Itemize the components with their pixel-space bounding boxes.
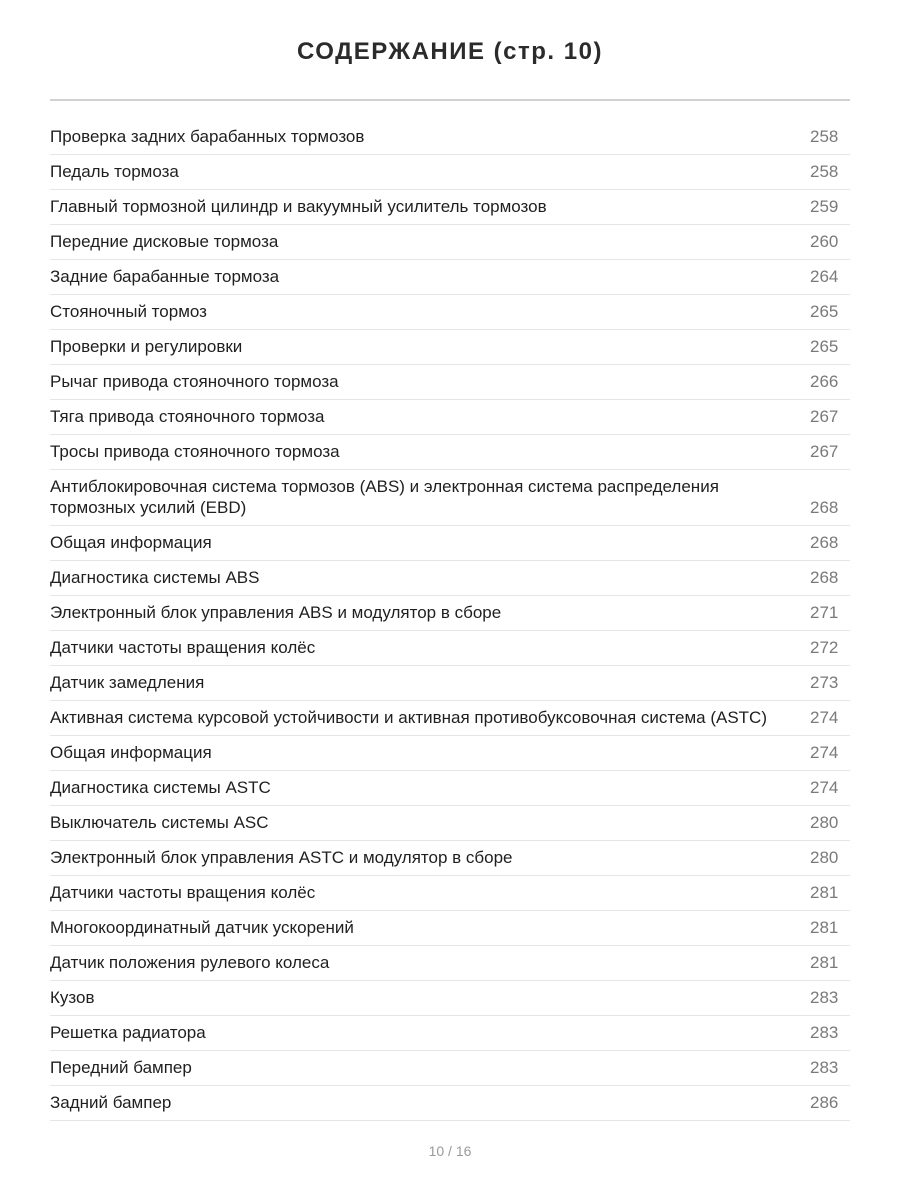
toc-entry-title: Педаль тормоза: [50, 162, 179, 181]
toc-entry-page-number: 265: [810, 337, 839, 356]
toc-entry-title: Кузов: [50, 988, 95, 1007]
toc-entry[interactable]: [50, 1016, 850, 1051]
toc-entry-page-number: 283: [810, 1023, 839, 1042]
toc-entry-page-number: 281: [810, 883, 839, 902]
toc-entry[interactable]: [50, 806, 850, 841]
toc-entry-page-number: 266: [810, 372, 839, 391]
toc-entry-page-number: 272: [810, 638, 839, 657]
toc-entry[interactable]: [50, 736, 850, 771]
toc-entry-page-number: 274: [810, 778, 839, 797]
toc-entry-title: Диагностика системы ABS: [50, 568, 260, 587]
toc-entry[interactable]: [50, 596, 850, 631]
toc-entry[interactable]: [50, 295, 850, 330]
toc-entry-page-number: 268: [810, 533, 839, 552]
toc-entry-title: Тяга привода стояночного тормоза: [50, 407, 325, 426]
toc-entry-page-number: 267: [810, 407, 839, 426]
toc-entry-page-number: 268: [810, 498, 839, 517]
toc-entry-title: Тросы привода стояночного тормоза: [50, 442, 340, 461]
toc-entry[interactable]: [50, 435, 850, 470]
toc-entry-title: Проверки и регулировки: [50, 337, 243, 356]
page-title: СОДЕРЖАНИЕ (стр. 10): [297, 38, 603, 65]
toc-entry-page-number: 273: [810, 673, 839, 692]
toc-entry[interactable]: [50, 911, 850, 946]
toc-entry[interactable]: [50, 225, 850, 260]
toc-entry[interactable]: [50, 771, 850, 806]
toc-entry[interactable]: [50, 1086, 850, 1121]
toc-entry-title: Задний бампер: [50, 1093, 172, 1112]
toc-entry-title: Главный тормозной цилиндр и вакуумный усилитель тормозов: [50, 197, 547, 216]
toc-entry-page-number: 268: [810, 568, 839, 587]
toc-entry[interactable]: [50, 1051, 850, 1086]
toc-entry-title: Решетка радиатора: [50, 1023, 206, 1042]
toc-entry-title: Датчики частоты вращения колёс: [50, 638, 316, 657]
toc-entry[interactable]: [50, 631, 850, 666]
page-indicator: 10 / 16: [428, 1143, 472, 1159]
toc-entry-title: Выключатель системы ASC: [50, 813, 269, 832]
toc-entry-title: Электронный блок управления ABS и модулятор в сборе: [50, 603, 502, 622]
toc-entry-title: Многокоординатный датчик ускорений: [50, 918, 354, 937]
toc-entry[interactable]: [50, 666, 850, 701]
toc-entry-title: Проверка задних барабанных тормозов: [50, 127, 365, 146]
toc-entry-page-number: 283: [810, 1058, 839, 1077]
toc-entry-page-number: 274: [810, 708, 839, 727]
table-of-contents: [50, 120, 850, 1121]
toc-entry[interactable]: [50, 841, 850, 876]
toc-entry-title: Активная система курсовой устойчивости и активная противобуксовочная система (ASTC): [50, 708, 767, 727]
toc-entry[interactable]: [50, 400, 850, 435]
toc-entry[interactable]: [50, 981, 850, 1016]
toc-entry-page-number: 274: [810, 743, 839, 762]
toc-entry-title: Диагностика системы ASTC: [50, 778, 271, 797]
toc-entry[interactable]: [50, 701, 850, 736]
toc-entry[interactable]: [50, 155, 850, 190]
toc-entry-page-number: 258: [810, 127, 839, 146]
toc-entry-title: Рычаг привода стояночного тормоза: [50, 372, 339, 391]
toc-entry[interactable]: [50, 260, 850, 295]
toc-entry-title: Общая информация: [50, 533, 212, 552]
toc-entry-page-number: 286: [810, 1093, 839, 1112]
toc-entry[interactable]: [50, 526, 850, 561]
toc-entry-page-number: 281: [810, 918, 839, 937]
toc-entry-title: Задние барабанные тормоза: [50, 267, 280, 286]
toc-entry-page-number: 280: [810, 848, 839, 867]
toc-entry-title: Передние дисковые тормоза: [50, 232, 279, 251]
toc-entry-page-number: 271: [810, 603, 839, 622]
toc-entry[interactable]: [50, 946, 850, 981]
toc-entry-page-number: 267: [810, 442, 839, 461]
toc-entry-page-number: 280: [810, 813, 839, 832]
toc-entry-page-number: 259: [810, 197, 839, 216]
toc-entry[interactable]: [50, 470, 850, 526]
toc-entry-page-number: 283: [810, 988, 839, 1007]
title-divider: [50, 99, 850, 101]
toc-entry[interactable]: [50, 190, 850, 225]
toc-entry[interactable]: [50, 876, 850, 911]
toc-entry-title: Датчики частоты вращения колёс: [50, 883, 316, 902]
toc-entry-page-number: 264: [810, 267, 839, 286]
toc-entry-page-number: 281: [810, 953, 839, 972]
toc-entry[interactable]: [50, 561, 850, 596]
toc-entry[interactable]: [50, 120, 850, 155]
toc-entry-title: Стояночный тормоз: [50, 302, 207, 321]
toc-entry-title: Общая информация: [50, 743, 212, 762]
toc-entry-title: Датчик замедления: [50, 673, 205, 692]
toc-entry-title: Электронный блок управления ASTC и модулятор в сборе: [50, 848, 513, 867]
toc-entry-page-number: 258: [810, 162, 839, 181]
toc-entry-title: Передний бампер: [50, 1058, 192, 1077]
toc-entry-page-number: 260: [810, 232, 839, 251]
toc-entry-title: Датчик положения рулевого колеса: [50, 953, 330, 972]
toc-entry-title: Антиблокировочная система тормозов (ABS) и электронная система распределения тормозных усилий (EBD): [50, 477, 719, 517]
toc-entry[interactable]: [50, 330, 850, 365]
toc-entry-page-number: 265: [810, 302, 839, 321]
toc-entry[interactable]: [50, 365, 850, 400]
